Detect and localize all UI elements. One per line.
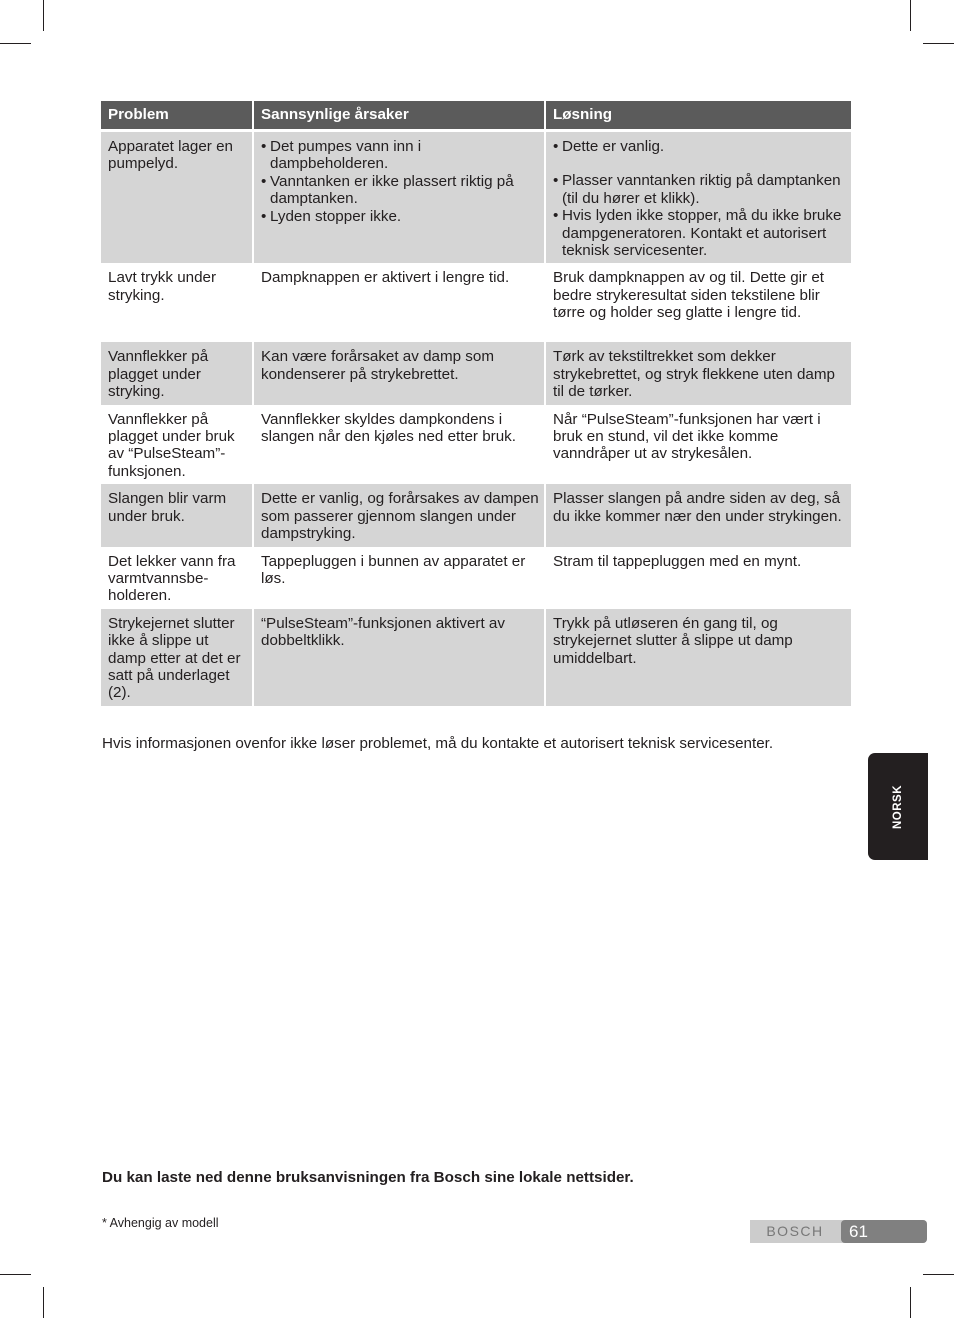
solution-cell: Plasser slangen på andre siden av deg, så du ikke kommer nær den under strykingen.	[544, 484, 851, 546]
table-header-row	[101, 101, 851, 132]
cause-cell: Tappepluggen i bunnen av apparatet er løs.	[252, 547, 544, 609]
solution-item: • Dette er vanlig.	[553, 138, 846, 155]
crop-mark	[43, 1287, 44, 1318]
crop-mark	[923, 1274, 954, 1275]
table-row	[101, 609, 851, 706]
problem-cell: Lavt trykk under stryking.	[108, 269, 217, 304]
problem-cell: Vannflekker på plagget under bruk av “PulseSteam”-funksjonen.	[108, 410, 235, 480]
cause-cell: “PulseSteam”-funksjonen aktivert av dobbeltklikk.	[252, 609, 544, 706]
problem-cell: Apparatet lager en pumpelyd.	[101, 132, 252, 263]
table-row	[101, 547, 851, 609]
crop-mark	[0, 1274, 31, 1275]
page-number-box	[841, 1220, 927, 1243]
table-row	[101, 484, 851, 546]
cause-item: • Det pumpes vann inn i dampbeholderen.	[261, 138, 539, 173]
cause-cell	[252, 132, 544, 263]
crop-mark	[923, 43, 954, 44]
problem-cell: Det lekker vann fra varmtvannsbe-holderen.	[108, 552, 236, 605]
crop-mark	[910, 1287, 911, 1318]
cause-cell: Vannflekker skyldes dampkondens i slangen når den kjøles ned etter bruk.	[252, 405, 544, 485]
crop-mark	[0, 43, 31, 44]
table-row	[101, 263, 851, 342]
table-row	[101, 405, 851, 485]
header-causes: Sannsynlige årsaker	[252, 101, 544, 132]
footnote: * Avhengig av modell	[102, 1216, 219, 1230]
table-row	[101, 132, 851, 263]
cause-cell: Kan være forårsaket av damp som kondenserer på strykebrettet.	[252, 342, 544, 404]
header-solution: Løsning	[544, 101, 851, 132]
solution-cell: Trykk på utløseren én gang til, og strykejernet slutter å slippe ut damp umiddelbart.	[544, 609, 851, 706]
troubleshooting-table	[101, 101, 851, 706]
page-footer	[750, 1220, 927, 1243]
solution-cell: Tørk av tekstiltrekket som dekker strykebrettet, og stryk flekkene uten damp til de tørker.	[544, 342, 851, 404]
cause-item: • Vanntanken er ikke plassert riktig på damptanken.	[261, 173, 539, 208]
crop-mark	[43, 0, 44, 31]
solution-item: • Plasser vanntanken riktig på damptanken (til du hører et klikk).	[553, 172, 846, 207]
solution-cell	[544, 132, 851, 263]
problem-cell: Vannflekker på plagget under stryking.	[101, 342, 252, 404]
solution-cell: Stram til tappepluggen med en mynt.	[544, 547, 851, 609]
brand-label: BOSCH	[766, 1223, 824, 1239]
download-note: Du kan laste ned denne bruksanvisningen fra Bosch sine lokale nettsider.	[102, 1169, 634, 1186]
service-note: Hvis informasjonen ovenfor ikke løser problemet, må du kontakte et autorisert teknisk servicesenter.	[102, 735, 774, 752]
language-tab	[868, 753, 928, 860]
cause-cell: Dette er vanlig, og forårsakes av dampen som passerer gjennom slangen under dampstryking.	[252, 484, 544, 546]
crop-mark	[910, 0, 911, 31]
header-problem: Problem	[101, 101, 252, 132]
cause-item: • Lyden stopper ikke.	[261, 208, 539, 225]
table-row	[101, 342, 851, 404]
solution-item: • Hvis lyden ikke stopper, må du ikke bruke dampgeneratoren. Kontakt et autorisert teknisk servicesenter.	[553, 207, 846, 259]
problem-cell: Strykejernet slutter ikke å slippe ut damp etter at det er satt på underlaget (2).	[101, 609, 252, 706]
page-number: 61	[849, 1222, 868, 1241]
solution-cell: Når “PulseSteam”-funksjonen har vært i bruk en stund, vil det ikke komme vanndråper ut av strykesålen.	[544, 405, 851, 485]
language-tab-label: NORSK	[892, 784, 904, 829]
solution-cell: Bruk dampknappen av og til. Dette gir et bedre strykeresultat siden tekstilene blir tørre og holder seg glatte i lengre tid.	[544, 263, 851, 342]
problem-cell: Slangen blir varm under bruk.	[101, 484, 252, 546]
cause-cell: Dampknappen er aktivert i lengre tid.	[252, 263, 544, 342]
